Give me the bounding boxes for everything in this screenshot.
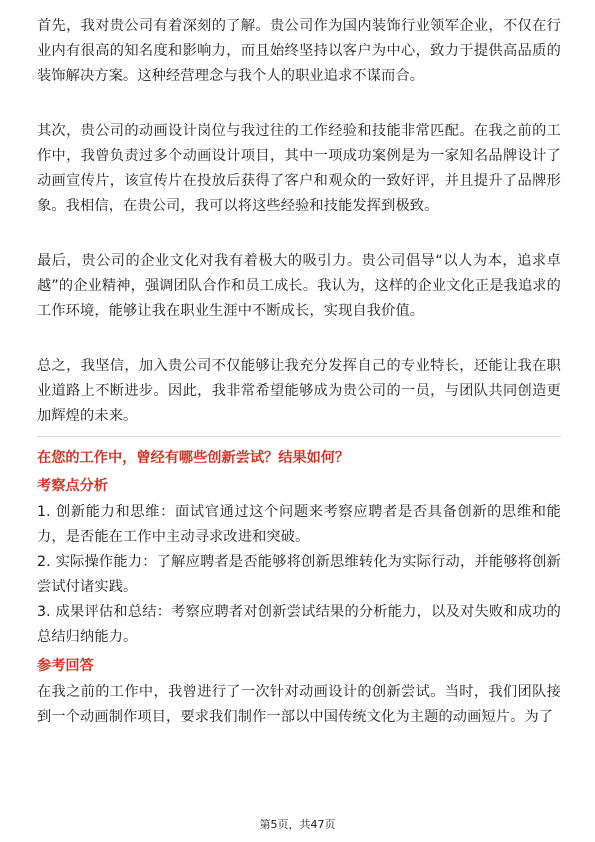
answer-heading: 参考回答 — [37, 658, 94, 674]
section-divider — [37, 436, 561, 437]
analysis-heading: 考察点分析 — [37, 478, 108, 494]
paragraph-2: 其次，贵公司的动画设计岗位与我过往的工作经验和技能非常匹配。在我之前的工作中，我曾负责过多个动画设计项目，其中一项成功案例是为一家知名品牌设计了动画宣传片，该宣传片在投放后获得了客户和观众的一致好评，并且提升了品牌形象。我相信，在贵公司，我可以将这些经验和技能发挥到极致。 — [37, 123, 561, 214]
answer-text: 在我之前的工作中，我曾进行了一次针对动画设计的创新尝试。当时，我们团队接到一个动画制作项目，要求我们制作一部以中国传统文化为主题的动画短片。为了 — [37, 684, 561, 725]
interview-question: 在您的工作中，曾经有哪些创新尝试？结果如何？ — [37, 450, 350, 466]
page-content — [37, 14, 561, 730]
paragraph-3: 最后，贵公司的企业文化对我有着极大的吸引力。贵公司倡导“以人为本，追求卓越”的企业精神，强调团队合作和员工成长。我认为，这样的企业文化正是我追求的工作环境，能够让我在职业生涯中不断成长，实现自我价值。 — [37, 253, 561, 319]
page-number-footer: 第5页，共47页 — [259, 818, 336, 831]
analysis-item-1: 1. 创新能力和思维：面试官通过这个问题来考察应聘者是否具备创新的思维和能力，是否能在工作中主动寻求改进和突破。 — [37, 504, 561, 545]
analysis-item-3: 3. 成果评估和总结：考察应聘者对创新尝试结果的分析能力，以及对失败和成功的总结归纳能力。 — [37, 604, 561, 645]
paragraph-4: 总之，我坚信，加入贵公司不仅能够让我充分发挥自己的专业特长，还能让我在职业道路上不断进步。因此，我非常希望能够成为贵公司的一员，与团队共同创造更加辉煌的未来。 — [37, 358, 561, 424]
paragraph-gap — [37, 219, 561, 249]
paragraph-gap — [37, 89, 561, 119]
paragraph-1: 首先，我对贵公司有着深刻的了解。贵公司作为国内装饰行业领军企业，不仅在行业内有很高的知名度和影响力，而且始终坚持以客户为中心，致力于提供高品质的装饰解决方案。这种经营理念与我个人的职业追求不谋而合。 — [37, 18, 561, 84]
paragraph-gap — [37, 324, 561, 354]
analysis-item-2: 2. 实际操作能力：了解应聘者是否能够将创新思维转化为实际行动，并能够将创新尝试付诸实践。 — [37, 554, 561, 595]
